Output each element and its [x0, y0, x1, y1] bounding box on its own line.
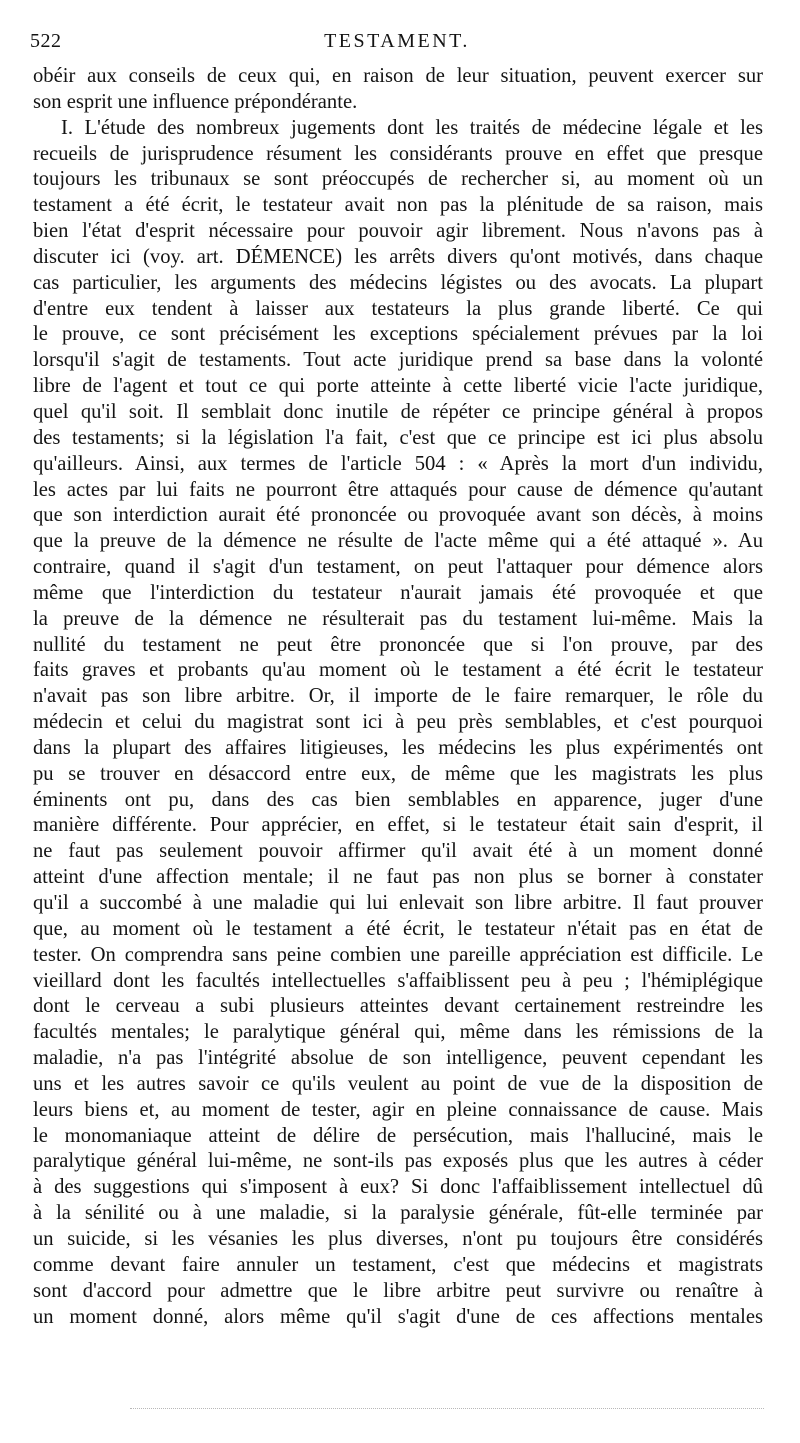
- text-line: qu'il a succombé à une maladie qui lui enlevait son libre arbitre. Il faut prouver: [33, 892, 763, 914]
- text-line: uns et les autres savoir ce qu'ils veulent au point de vue de la disposition de: [33, 1072, 763, 1095]
- text-line: qu'ailleurs. Ainsi, aux termes de l'article 504 : « Après la mort d'un individu,: [33, 452, 763, 475]
- body-text: [33, 64, 763, 1356]
- text-line: I. L'étude des nombreux jugements dont les traités de médecine légale et les: [61, 116, 763, 139]
- text-line: maladie, n'a pas l'intégrité absolue de son intelligence, peuvent cependant les: [33, 1047, 763, 1070]
- text-line: même que l'interdiction du testateur n'aurait jamais été provoquée et que: [33, 581, 763, 604]
- text-line: sont d'accord pour admettre que le libre arbitre peut survivre ou renaître à: [33, 1279, 763, 1302]
- text-line: que la preuve de la démence ne résulte de l'acte même qui a été attaqué ». Au: [33, 530, 763, 553]
- text-line: bien l'état d'esprit nécessaire pour pouvoir agir librement. Nous n'avons pas à: [33, 220, 763, 243]
- text-line: éminents ont pu, dans des cas bien semblables en apparence, juger d'une: [33, 788, 763, 811]
- text-line: dont le cerveau a subi plusieurs atteintes devant certainement restreindre les: [33, 995, 763, 1018]
- text-line: des testaments; si la législation l'a fait, c'est que ce principe est ici plus absolu: [33, 426, 763, 449]
- text-line: n'avait pas son libre arbitre. Or, il importe de le faire remarquer, le rôle du: [33, 685, 763, 708]
- text-line: contraire, quand il s'agit d'un testament, on peut l'attaquer pour démence alors: [33, 556, 763, 579]
- text-line: nullité du testament ne peut être prononcée que si l'on prouve, par des: [33, 633, 763, 656]
- bleed-through-mark: [130, 1408, 764, 1412]
- text-line: testament a été écrit, le testateur avait non pas la plénitude de sa raison, mais: [33, 194, 763, 217]
- text-line: d'entre eux tendent à laisser aux testateurs la plus grande liberté. Ce qui: [33, 297, 763, 320]
- running-title: TESTAMENT.: [324, 30, 470, 52]
- text-line: à des suggestions qui s'imposent à eux? Si donc l'affaiblissement intellectuel dû: [33, 1176, 763, 1199]
- text-line: que, au moment où le testament a été écrit, le testateur n'était pas en état de: [33, 917, 763, 940]
- text-line: manière différente. Pour apprécier, en effet, si le testateur était sain d'esprit, il: [33, 814, 763, 837]
- text-line: quel qu'il soit. Il semblait donc inutile de répéter ce principe général à propos: [33, 400, 763, 423]
- text-line: vieillard dont les facultés intellectuelles s'affaiblissent peu à peu ; l'hémiplégique: [33, 969, 763, 992]
- text-line: comme devant faire annuler un testament, c'est que médecins et magistrats: [33, 1253, 763, 1276]
- text-line: un moment donné, alors même qu'il s'agit d'une de ces affections mentales: [33, 1305, 763, 1328]
- text-line: la preuve de la démence ne résulterait pas du testament lui-même. Mais la: [33, 607, 763, 630]
- text-line: recueils de jurisprudence résument les considérants prouve en effet que presque: [33, 142, 763, 165]
- text-line: médecin et celui du magistrat sont ici à peu près semblables, et c'est pourquoi: [33, 711, 763, 734]
- text-line: faits graves et probants qu'au moment où le testament a été écrit le testateur: [33, 659, 763, 682]
- text-line: [33, 1330, 763, 1356]
- text-line: cas particulier, les arguments des médecins légistes ou des avocats. La plupart: [33, 271, 763, 294]
- text-line: libre de l'agent et tout ce qui porte atteinte à cette liberté vicie l'acte juridique,: [33, 375, 763, 398]
- text-line: le prouve, ce sont précisément les exceptions spécialement prévues par la loi: [33, 323, 763, 346]
- text-line: tester. On comprendra sans peine combien une pareille appréciation est difficile. Le: [33, 943, 763, 966]
- text-line: facultés mentales; le paralytique général qui, même dans les rémissions de la: [33, 1021, 763, 1044]
- running-head: [30, 30, 764, 58]
- text-line: un suicide, si les vésanies les plus diverses, n'ont pu toujours être considérés: [33, 1227, 763, 1250]
- text-line: atteint d'une affection mentale; il ne faut pas non plus se borner à constater: [33, 866, 763, 889]
- text-line: les actes par lui faits ne pourront être attaqués pour cause de démence qu'autant: [33, 478, 763, 501]
- text-line: son esprit une influence prépondérante.: [33, 90, 358, 113]
- text-line: que son interdiction aurait été prononcée ou provoquée avant son décès, à moins: [33, 504, 763, 527]
- page-number: 522: [30, 30, 62, 52]
- text-line: ne faut pas seulement pouvoir affirmer qu'il avait été à un moment donné: [33, 840, 763, 863]
- text-line: obéir aux conseils de ceux qui, en raison de leur situation, peuvent exercer sur: [33, 65, 763, 87]
- text-line: paralytique général lui-même, ne sont-ils pas exposés plus que les autres à céder: [33, 1150, 763, 1173]
- text-line: le monomaniaque atteint de délire de persécution, mais l'halluciné, mais le: [33, 1124, 763, 1147]
- text-line: discuter ici (voy. art. DÉMENCE) les arrêts divers qu'ont motivés, dans chaque: [33, 245, 763, 268]
- text-line: toujours les tribunaux se sont préoccupés de rechercher si, au moment où un: [33, 168, 763, 191]
- text-line: dans la plupart des affaires litigieuses, les médecins les plus expérimentés ont: [33, 736, 763, 759]
- text-line: à la sénilité ou à une maladie, si la paralysie générale, fût-elle terminée par: [33, 1202, 763, 1225]
- text-line: pu se trouver en désaccord entre eux, de même que les magistrats les plus: [33, 762, 763, 785]
- text-line: leurs biens et, au moment de tester, agir en pleine connaissance de cause. Mais: [33, 1098, 763, 1121]
- text-line: lorsqu'il s'agit de testaments. Tout acte juridique prend sa base dans la volonté: [33, 349, 763, 372]
